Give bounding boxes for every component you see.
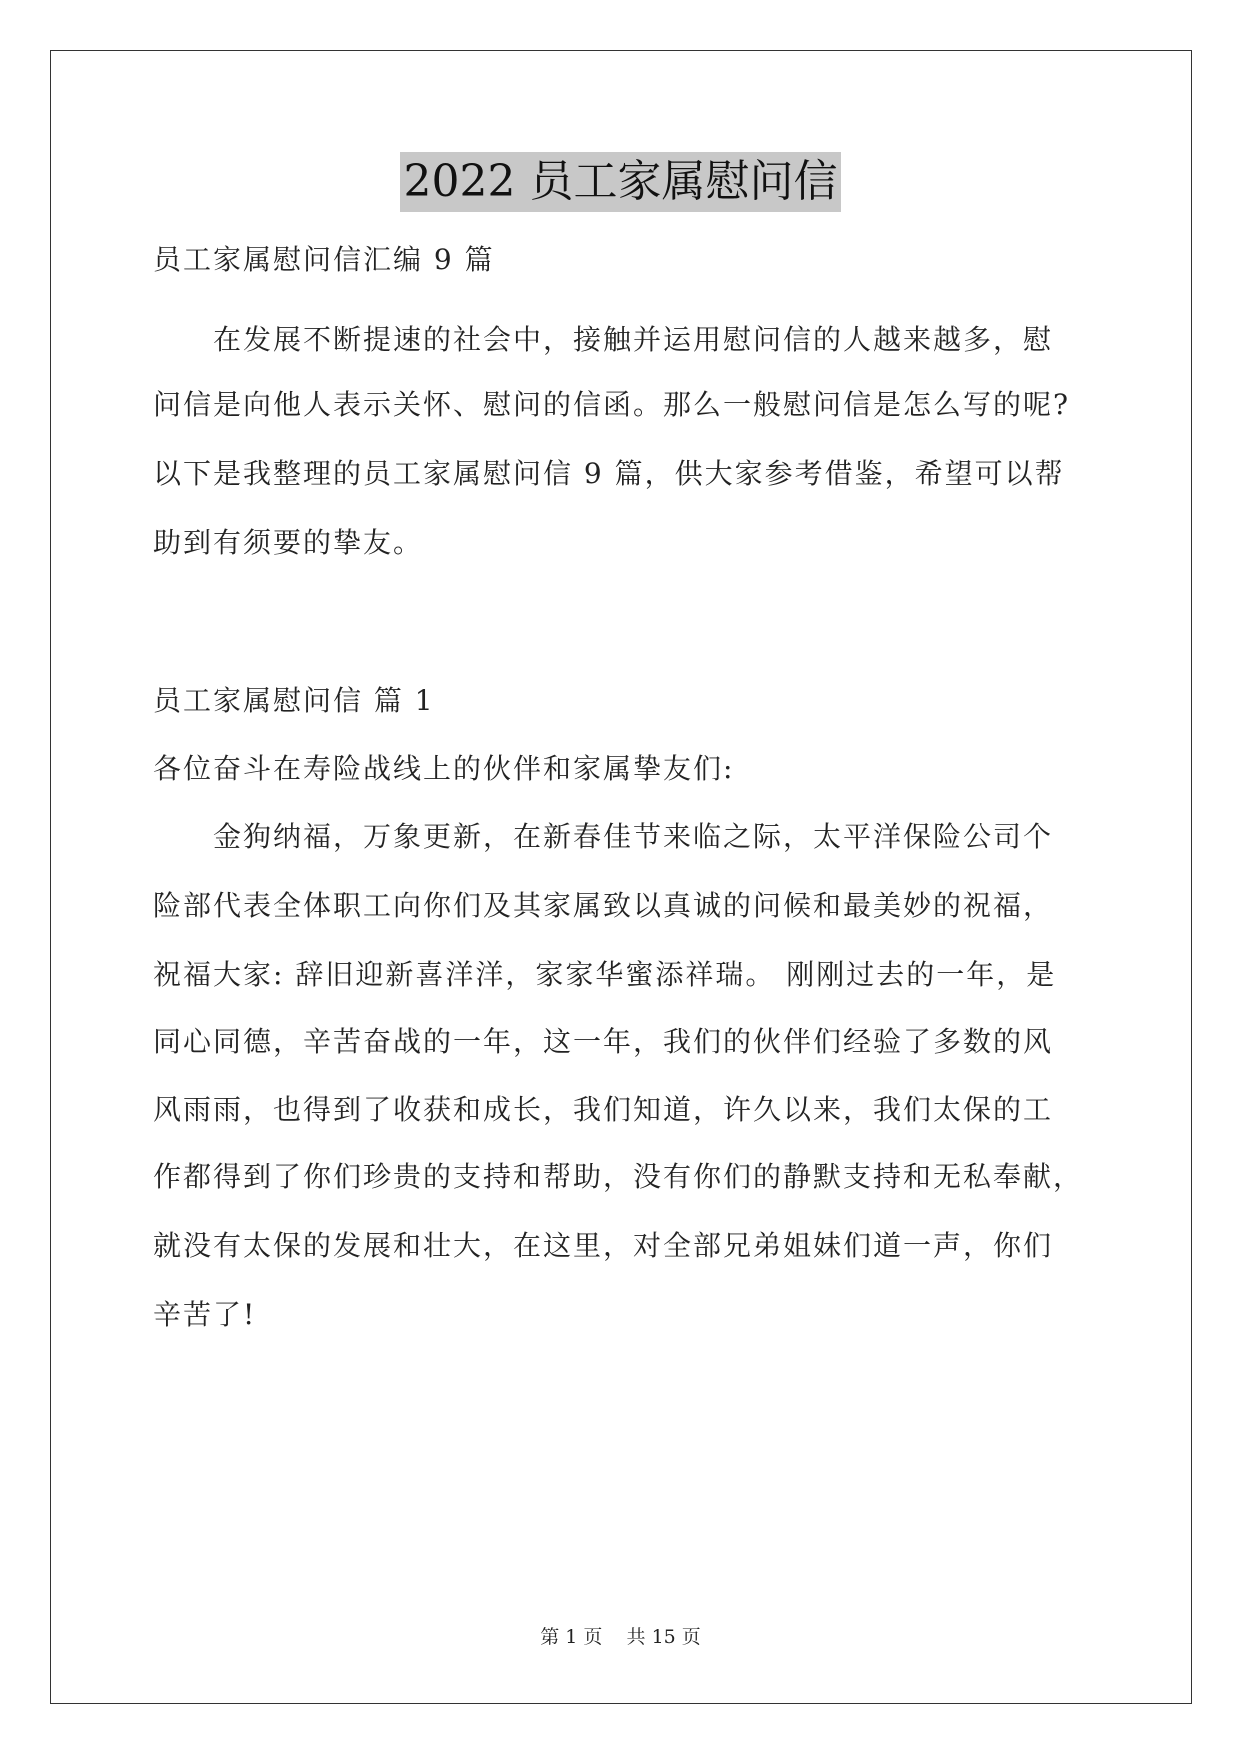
document-title: 2022 员工家属慰问信 <box>400 152 842 212</box>
body-line-7: 就没有太保的发展和壮大，在这里，对全部兄弟姐妹们道一声，你们 <box>153 1229 1054 1262</box>
section-heading: 员工家属慰问信 篇 1 <box>153 684 435 717</box>
intro-line-2: 问信是向他人表示关怀、慰问的信函。那么一般慰问信是怎么写的呢? <box>153 388 1071 421</box>
intro-line-1: 在发展不断提速的社会中，接触并运用慰问信的人越来越多，慰 <box>213 323 1054 356</box>
body-line-5: 风雨雨，也得到了收获和成长，我们知道，许久以来，我们太保的工 <box>153 1093 1054 1126</box>
salutation: 各位奋斗在寿险战线上的伙伴和家属挚友们: <box>153 752 735 785</box>
body-line-4: 同心同德，辛苦奋战的一年，这一年，我们的伙伴们经验了多数的风 <box>153 1025 1054 1058</box>
body-line-2: 险部代表全体职工向你们及其家属致以真诚的问候和最美妙的祝福， <box>153 889 1054 922</box>
page-border <box>50 50 1192 1704</box>
subtitle: 员工家属慰问信汇编 9 篇 <box>153 243 495 276</box>
intro-line-4: 助到有须要的挚友。 <box>153 526 424 559</box>
page-total: 共 15 页 <box>626 1626 701 1648</box>
body-line-1: 金狗纳福，万象更新，在新春佳节来临之际，太平洋保险公司个 <box>213 820 1054 853</box>
intro-line-3: 以下是我整理的员工家属慰问信 9 篇，供大家参考借鉴，希望可以帮 <box>153 457 1065 490</box>
body-line-6: 作都得到了你们珍贵的支持和帮助，没有你们的静默支持和无私奉献， <box>153 1160 1084 1193</box>
title-container <box>0 152 1241 212</box>
page-number: 第 1 页 <box>540 1626 603 1648</box>
page-footer <box>0 1622 1241 1649</box>
body-line-3: 祝福大家: 辞旧迎新喜洋洋，家家华蜜添祥瑞。 刚刚过去的一年，是 <box>153 958 1057 991</box>
body-line-8: 辛苦了! <box>153 1298 257 1331</box>
